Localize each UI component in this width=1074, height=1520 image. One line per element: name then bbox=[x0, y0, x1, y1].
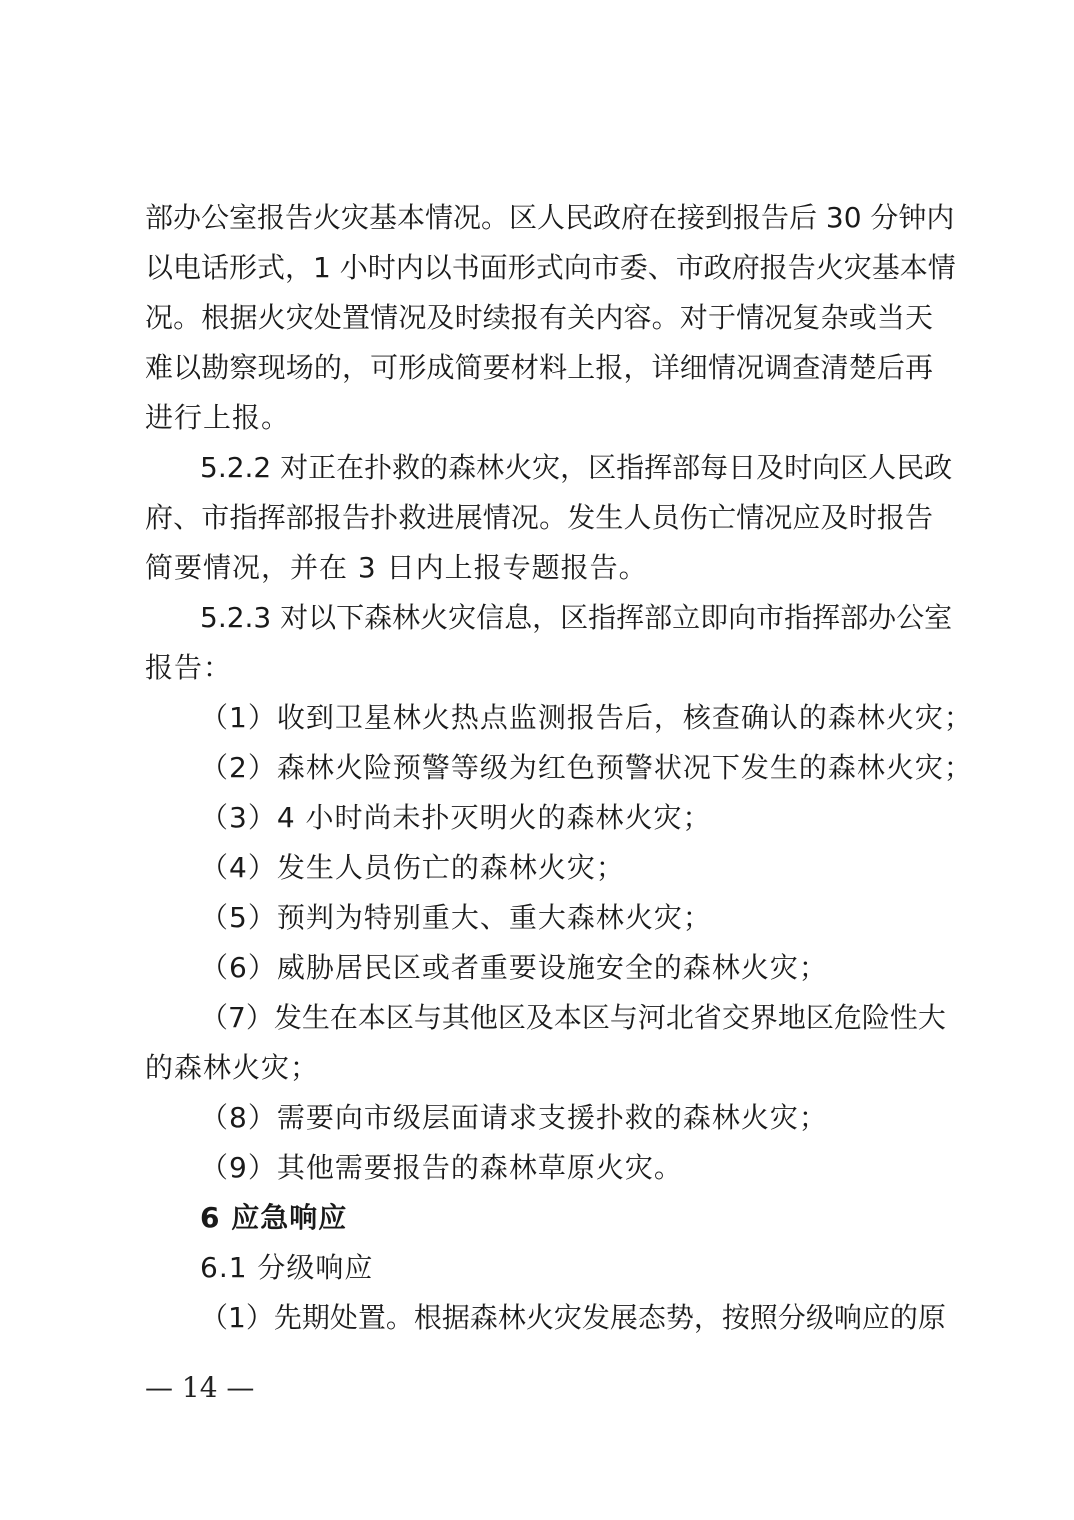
list-item-6: （6）威胁居民区或者重要设施安全的森林火灾； bbox=[200, 951, 828, 984]
list-item-1: （1）收到卫星林火热点监测报告后，核查确认的森林火灾； bbox=[200, 701, 973, 734]
list-item-8: （8）需要向市级层面请求支援扑救的森林火灾； bbox=[200, 1101, 828, 1134]
page-number: — 14 — bbox=[145, 1371, 255, 1404]
text-line-5: 进行上报。 bbox=[145, 401, 291, 434]
text-line-6: 5.2.2 对正在扑救的森林火灾，区指挥部每日及时向区人民政 bbox=[200, 451, 953, 484]
text-line-1: 部办公室报告火灾基本情况。区人民政府在接到报告后 30 分钟内 bbox=[145, 201, 955, 234]
text-line-4: 难以勘察现场的，可形成简要材料上报，详细情况调查清楚后再 bbox=[145, 351, 933, 384]
text-line-9: 5.2.3 对以下森林火灾信息，区指挥部立即向市指挥部办公室 bbox=[200, 601, 953, 634]
text-line-2: 以电话形式，1 小时内以书面形式向市委、市政府报告火灾基本情 bbox=[145, 251, 956, 284]
text-line-3: 况。根据火灾处置情况及时续报有关内容。对于情况复杂或当天 bbox=[145, 301, 933, 334]
list-item-3: （3）4 小时尚未扑灭明火的森林火灾； bbox=[200, 801, 712, 834]
text-line-last: （1）先期处置。根据森林火灾发展态势，按照分级响应的原 bbox=[200, 1301, 946, 1334]
text-line-10: 报告： bbox=[145, 651, 233, 684]
list-item-4: （4）发生人员伤亡的森林火灾； bbox=[200, 851, 625, 884]
text-line-7: 府、市指挥部报告扑救进展情况。发生人员伤亡情况应及时报告 bbox=[145, 501, 933, 534]
list-item-5: （5）预判为特别重大、重大森林火灾； bbox=[200, 901, 712, 934]
section-heading-6: 6 应急响应 bbox=[200, 1201, 348, 1234]
list-item-9: （9）其他需要报告的森林草原火灾。 bbox=[200, 1151, 683, 1184]
list-item-7: （7）发生在本区与其他区及本区与河北省交界地区危险性大 bbox=[200, 1001, 946, 1034]
text-line-8: 简要情况，并在 3 日内上报专题报告。 bbox=[145, 551, 648, 584]
list-item-7-continued: 的森林火灾； bbox=[145, 1051, 320, 1084]
subsection-heading-6-1: 6.1 分级响应 bbox=[200, 1251, 374, 1284]
list-item-2: （2）森林火险预警等级为红色预警状况下发生的森林火灾； bbox=[200, 751, 973, 784]
